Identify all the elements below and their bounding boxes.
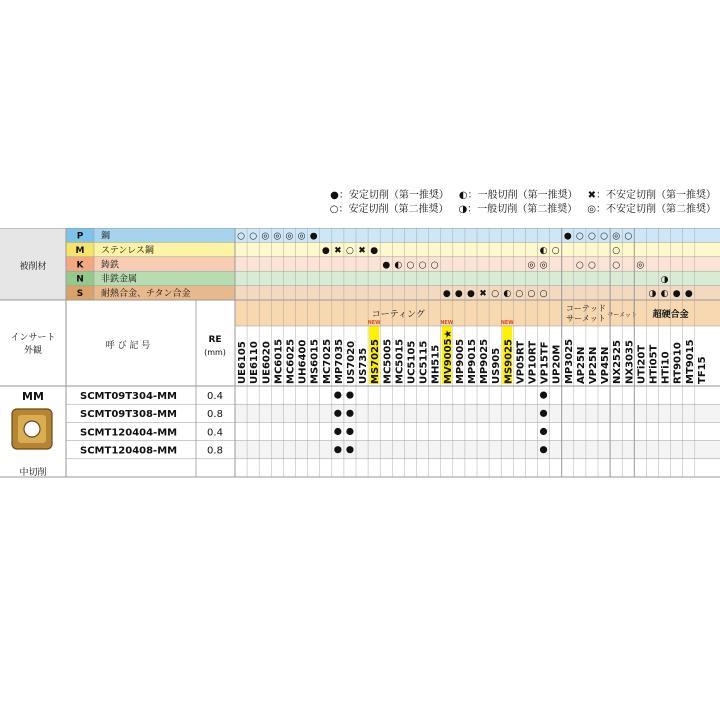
grade-name: MP9005 bbox=[454, 338, 466, 384]
recommendation-mark: ○ bbox=[539, 289, 548, 300]
recommendation-mark: ◑ bbox=[660, 274, 669, 285]
recommendation-mark: ○ bbox=[588, 260, 596, 271]
recommendation-mark: ○ bbox=[600, 231, 608, 242]
recommendation-mark: ◎ bbox=[636, 260, 645, 271]
grade-name: US905 bbox=[491, 347, 503, 384]
recommendation-mark: ◐ bbox=[394, 260, 403, 271]
grade-name: RT9010 bbox=[672, 342, 684, 384]
recommendation-mark: ● bbox=[309, 231, 318, 242]
group-cermet: サーメット bbox=[607, 312, 638, 319]
legend-stable-second: ○：安定切削（第二推奨） bbox=[329, 204, 449, 215]
grade-name: MS7025 bbox=[370, 339, 382, 384]
group-coated-cermet-line2: サーメット bbox=[566, 314, 606, 323]
recommendation-mark: ✖ bbox=[334, 246, 342, 256]
material-name: 耐熱合金、チタン合金 bbox=[101, 289, 191, 300]
designation-cell: SCMT120408-MM bbox=[80, 445, 178, 457]
group-coated-cermet-line1: コーテッド bbox=[565, 304, 606, 313]
recommendation-dot bbox=[346, 428, 353, 435]
insert-type: MM bbox=[22, 390, 44, 403]
material-name: ステンレス鋼 bbox=[101, 245, 154, 256]
grade-name: MS9025 bbox=[503, 339, 515, 384]
grade-name: VP15TF bbox=[539, 341, 551, 384]
recommendation-mark: ✖ bbox=[358, 246, 366, 256]
recommendation-mark: ◑ bbox=[648, 289, 657, 300]
legend bbox=[330, 189, 716, 217]
grade-name: MH515 bbox=[430, 344, 442, 384]
recommendation-dot bbox=[346, 446, 353, 453]
material-name: 鋼 bbox=[101, 231, 111, 242]
recommendation-mark: ◎ bbox=[261, 231, 270, 242]
table-canvas bbox=[0, 228, 720, 480]
grade-name: MP7035 bbox=[333, 338, 345, 384]
grade-selection-table bbox=[0, 228, 720, 484]
legend-row-first bbox=[330, 189, 716, 203]
recommendation-mark: ◎ bbox=[297, 231, 306, 242]
recommendation-mark: ○ bbox=[430, 260, 439, 271]
new-badge: NEW bbox=[500, 320, 514, 326]
legend-stable-first: ●：安定切削（第一推奨） bbox=[330, 190, 449, 201]
grade-name: UE6110 bbox=[249, 341, 261, 384]
grade-name: UTi20T bbox=[636, 344, 648, 384]
legend-unstable-first: ✖：不安定切削（第一推奨） bbox=[587, 190, 716, 201]
recommendation-mark: ◎ bbox=[612, 231, 621, 242]
grade-name: NX2525 bbox=[612, 340, 624, 384]
recommendation-dot bbox=[540, 428, 547, 435]
grade-name: UE6105 bbox=[237, 341, 249, 384]
grade-name: US7020 bbox=[345, 340, 357, 384]
recommendation-mark: ● bbox=[382, 260, 391, 271]
grade-name: VP25N bbox=[587, 346, 599, 384]
designation-cell: SCMT09T308-MM bbox=[80, 409, 177, 421]
recommendation-mark: ○ bbox=[527, 289, 536, 300]
insert-image-hole bbox=[24, 421, 40, 437]
grade-name: UH6400 bbox=[297, 339, 309, 384]
grade-name: MS6015 bbox=[309, 339, 321, 384]
material-name: 非鉄金属 bbox=[101, 274, 138, 285]
grade-name: UP20M bbox=[551, 344, 563, 384]
re-cell: 0.8 bbox=[207, 445, 223, 457]
grade-name: MC7025 bbox=[321, 338, 333, 384]
grade-name: NX3035 bbox=[624, 340, 636, 384]
grade-name: VP45N bbox=[600, 346, 612, 384]
recommendation-mark: ● bbox=[684, 289, 693, 300]
recommendation-mark: ◎ bbox=[273, 231, 282, 242]
recommendation-dot bbox=[334, 428, 341, 435]
designation-cell: SCMT09T304-MM bbox=[80, 391, 177, 402]
recommendation-mark: ◎ bbox=[539, 260, 548, 271]
recommendation-dot bbox=[334, 392, 341, 399]
grade-name: TF15 bbox=[696, 356, 708, 384]
recommendation-mark: ○ bbox=[575, 231, 584, 242]
material-code: N bbox=[76, 274, 84, 285]
recommendation-mark: ◐ bbox=[660, 289, 669, 300]
grade-name: MC5005 bbox=[382, 338, 394, 384]
recommendation-mark: ◎ bbox=[285, 231, 294, 242]
material-code: M bbox=[75, 245, 85, 256]
recommendation-mark: ● bbox=[467, 289, 475, 300]
re-unit-header: (mm) bbox=[204, 348, 226, 357]
recommendation-dot bbox=[540, 392, 547, 399]
recommendation-mark: ◐ bbox=[539, 246, 548, 256]
grade-name: MC6025 bbox=[285, 338, 297, 384]
grade-name: MP9025 bbox=[479, 338, 491, 384]
grade-name: MV9005★ bbox=[442, 329, 454, 384]
recommendation-mark: ○ bbox=[551, 246, 560, 256]
recommendation-mark: ○ bbox=[249, 231, 258, 242]
recommendation-mark: ● bbox=[672, 289, 681, 300]
material-code: P bbox=[76, 231, 84, 242]
new-badge: NEW bbox=[367, 320, 381, 326]
group-carbide: 超硬合金 bbox=[652, 310, 689, 320]
grade-name: HTi05T bbox=[648, 344, 660, 384]
recommendation-mark: ● bbox=[563, 231, 572, 242]
grade-name: MT9015 bbox=[684, 339, 696, 384]
grade-name: US735 bbox=[358, 347, 370, 384]
recommendation-mark: ● bbox=[370, 246, 379, 256]
insert-shape-header-line2: 外観 bbox=[23, 346, 43, 356]
material-code: S bbox=[76, 289, 84, 300]
recommendation-dot bbox=[334, 446, 341, 453]
legend-general-first: ◐：一般切削（第一推奨） bbox=[458, 190, 578, 201]
grade-name: MP3025 bbox=[563, 338, 575, 384]
recommendation-mark: ○ bbox=[237, 231, 245, 242]
legend-unstable-second: ◎：不安定切削（第二推奨） bbox=[587, 204, 716, 215]
work-material-label: 被削材 bbox=[19, 262, 47, 272]
recommendation-mark: ● bbox=[454, 289, 463, 300]
grade-name: UE6020 bbox=[261, 341, 273, 384]
grade-name: MC5015 bbox=[394, 338, 406, 384]
recommendation-mark: ○ bbox=[491, 289, 500, 300]
insert-caption: 中切削 bbox=[19, 468, 47, 478]
recommendation-mark: ○ bbox=[588, 231, 596, 242]
recommendation-mark: ◐ bbox=[503, 289, 512, 300]
recommendation-mark: ○ bbox=[515, 289, 524, 300]
material-name: 鋳鉄 bbox=[101, 260, 120, 271]
recommendation-mark: ○ bbox=[624, 231, 633, 242]
recommendation-mark: ○ bbox=[346, 246, 354, 256]
recommendation-mark: ○ bbox=[406, 260, 415, 271]
recommendation-dot bbox=[334, 410, 341, 417]
recommendation-dot bbox=[540, 446, 547, 453]
grade-name: UC5115 bbox=[418, 340, 430, 384]
grade-name: HTi10 bbox=[660, 351, 672, 384]
recommendation-dot bbox=[346, 392, 353, 399]
recommendation-mark: ○ bbox=[575, 260, 584, 271]
re-cell: 0.4 bbox=[207, 391, 223, 402]
re-cell: 0.4 bbox=[207, 427, 223, 439]
legend-row-second bbox=[330, 203, 716, 217]
recommendation-dot bbox=[346, 410, 353, 417]
recommendation-mark: ● bbox=[442, 289, 451, 300]
insert-shape-header bbox=[0, 300, 66, 386]
designation-cell: SCMT120404-MM bbox=[80, 427, 178, 439]
recommendation-mark: ○ bbox=[418, 260, 427, 271]
grade-name: MC6015 bbox=[273, 338, 285, 384]
recommendation-mark: ✖ bbox=[479, 289, 487, 300]
material-code: K bbox=[76, 260, 84, 271]
recommendation-mark: ◎ bbox=[527, 260, 536, 271]
insert-shape-header-line1: インサート bbox=[10, 333, 56, 343]
designation-header: 呼 び 記 号 bbox=[105, 341, 151, 351]
new-badge: NEW bbox=[440, 320, 454, 326]
grade-name: MP9015 bbox=[466, 338, 478, 384]
grade-name: UC5105 bbox=[406, 340, 418, 384]
legend-general-second: ◑：一般切削（第二推奨） bbox=[458, 204, 578, 215]
group-coating: コーティング bbox=[371, 310, 425, 320]
recommendation-mark: ○ bbox=[612, 246, 621, 256]
recommendation-dot bbox=[540, 410, 547, 417]
grade-name: VP05RT bbox=[515, 340, 527, 384]
grade-name: VP10RT bbox=[527, 340, 539, 384]
recommendation-mark: ○ bbox=[612, 260, 621, 271]
grade-name: AP25N bbox=[575, 346, 587, 384]
recommendation-mark: ● bbox=[321, 246, 330, 256]
re-cell: 0.8 bbox=[207, 409, 223, 421]
re-header: RE bbox=[208, 335, 222, 345]
